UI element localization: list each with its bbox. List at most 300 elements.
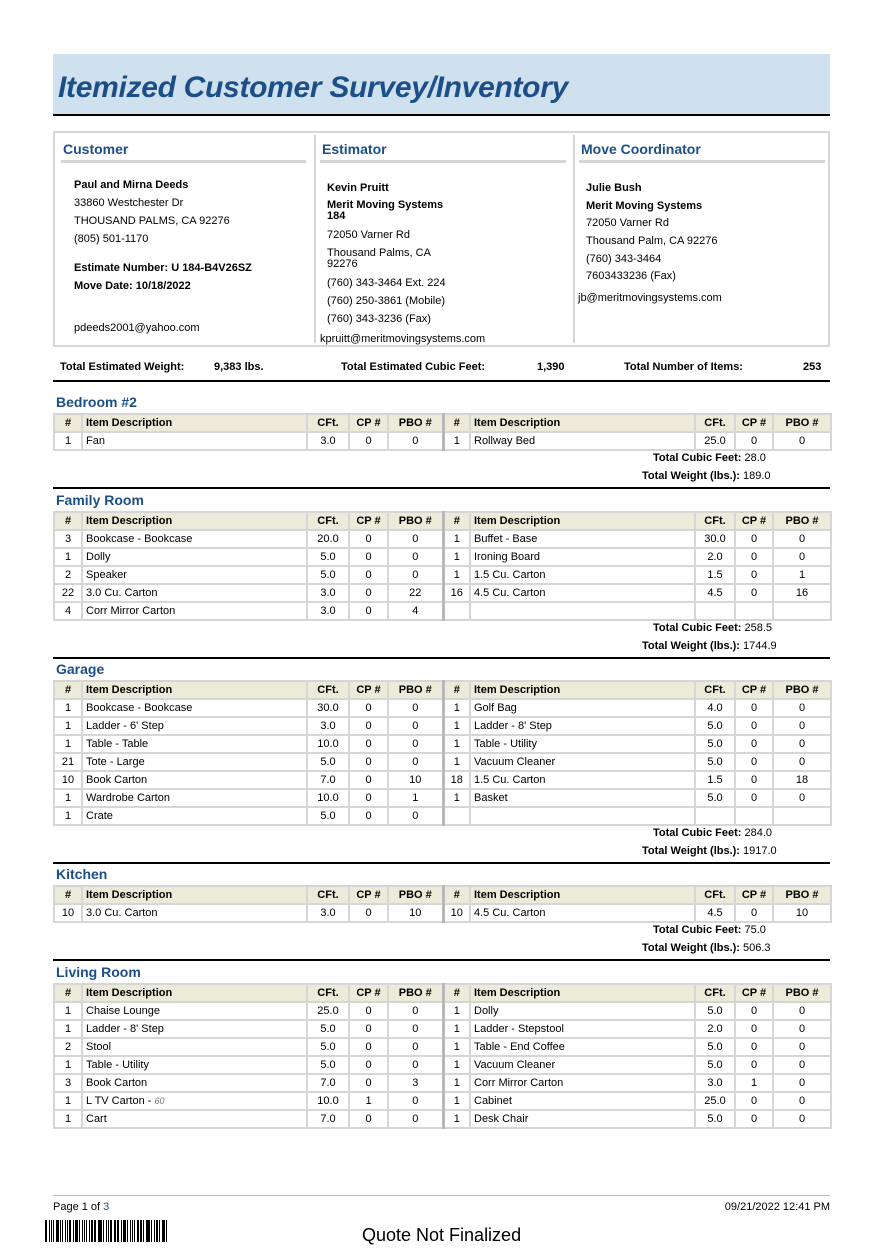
table-row — [54, 584, 831, 602]
total-weight-label: Total Estimated Weight: — [60, 361, 185, 373]
page-prefix: Page 1 of — [53, 1201, 101, 1213]
barcode-bar — [154, 1220, 155, 1242]
column-header: CFt. — [695, 984, 735, 1002]
table-cell: 0 — [349, 602, 388, 620]
customer-street: 33860 Westchester Dr — [74, 197, 184, 209]
table-cell: Table - Table — [82, 735, 307, 753]
table-cell: 3 — [54, 530, 82, 548]
table-cell: 0 — [349, 807, 388, 825]
table-cell: Tote - Large — [82, 753, 307, 771]
column-header: PBO # — [388, 886, 443, 904]
table-cell — [773, 807, 831, 825]
barcode-bar — [163, 1220, 165, 1242]
coordinator-phone: (760) 343-3464 — [586, 253, 662, 265]
estimator-branch: 184 — [327, 210, 346, 222]
column-header: # — [54, 886, 82, 904]
table-cell: 1 — [443, 548, 470, 566]
table-cell: 0 — [773, 1020, 831, 1038]
customer-name: Paul and Mirna Deeds — [74, 179, 189, 191]
barcode-bar — [108, 1220, 109, 1242]
table-cell: Ladder - 8' Step — [470, 717, 695, 735]
table-cell: 5.0 — [307, 1056, 349, 1074]
table-cell: 0 — [388, 1092, 443, 1110]
table-cell: 0 — [735, 548, 773, 566]
table-cell: 4.5 — [695, 584, 735, 602]
table-row — [54, 1038, 831, 1056]
table-cell: 1 — [388, 789, 443, 807]
table-cell: Corr Mirror Carton — [82, 602, 307, 620]
table-cell: Book Carton — [82, 771, 307, 789]
table-cell: 0 — [388, 1056, 443, 1074]
column-header: # — [54, 984, 82, 1002]
room-total-weight-value: 506.3 — [739, 942, 771, 954]
table-cell: 1 — [443, 735, 470, 753]
table-cell: 20.0 — [307, 530, 349, 548]
table-cell: L TV Carton - 60 — [82, 1092, 307, 1110]
table-cell: 0 — [349, 530, 388, 548]
table-row — [54, 1092, 831, 1110]
table-cell: 7.0 — [307, 1074, 349, 1092]
total-items-label: Total Number of Items: — [624, 361, 743, 373]
table-cell: 30.0 — [307, 699, 349, 717]
table-cell: Book Carton — [82, 1074, 307, 1092]
table-cell: 2 — [54, 1038, 82, 1056]
table-cell: 0 — [773, 735, 831, 753]
barcode-bar — [103, 1220, 104, 1242]
estimator-street: 72050 Varner Rd — [327, 229, 410, 241]
table-cell: 0 — [388, 1038, 443, 1056]
column-header: PBO # — [773, 414, 831, 432]
column-header: CP # — [735, 886, 773, 904]
room-total-cubic-value: 28.0 — [741, 452, 766, 464]
barcode-bar — [60, 1220, 61, 1242]
room-total-cubic-value: 284.0 — [741, 827, 773, 839]
table-cell: 5.0 — [307, 807, 349, 825]
table-cell: 10 — [54, 771, 82, 789]
table-cell: 5.0 — [695, 1038, 735, 1056]
footer-divider — [53, 1195, 830, 1196]
table-cell: Bookcase - Bookcase — [82, 530, 307, 548]
table-cell: 5.0 — [695, 1056, 735, 1074]
table-cell — [735, 602, 773, 620]
column-header: CP # — [735, 512, 773, 530]
table-cell: 0 — [388, 1020, 443, 1038]
estimator-company: Merit Moving Systems — [327, 199, 444, 211]
column-header: PBO # — [773, 984, 831, 1002]
table-cell: 0 — [349, 735, 388, 753]
table-cell: 0 — [735, 753, 773, 771]
table-cell: 5.0 — [307, 548, 349, 566]
table-cell: 25.0 — [695, 432, 735, 450]
table-cell: 22 — [388, 584, 443, 602]
table-cell: 0 — [349, 699, 388, 717]
table-cell — [470, 602, 695, 620]
table-cell: 4 — [388, 602, 443, 620]
table-cell: 0 — [349, 789, 388, 807]
column-header: CP # — [735, 681, 773, 699]
table-cell: 1 — [443, 1110, 470, 1128]
column-header: CFt. — [695, 886, 735, 904]
table-cell: 1 — [443, 1002, 470, 1020]
table-row — [54, 602, 831, 620]
barcode-bar — [65, 1220, 66, 1242]
table-cell: 1 — [443, 1038, 470, 1056]
table-cell: 3.0 Cu. Carton — [82, 584, 307, 602]
column-header: # — [443, 886, 470, 904]
table-cell: 0 — [349, 1056, 388, 1074]
page-number — [53, 1201, 109, 1213]
table-row — [54, 735, 831, 753]
column-header: Item Description — [82, 414, 307, 432]
barcode-bar — [106, 1220, 107, 1242]
table-cell: 30.0 — [695, 530, 735, 548]
page-total: 3 — [103, 1201, 110, 1213]
estimate-number: Estimate Number: U 184-B4V26SZ — [74, 262, 252, 274]
column-header: PBO # — [388, 512, 443, 530]
barcode-bar — [159, 1220, 160, 1242]
room-total-weight-value: 189.0 — [739, 470, 771, 482]
table-cell: 0 — [735, 789, 773, 807]
section-divider — [53, 657, 830, 659]
room-total-cubic — [653, 827, 772, 839]
table-cell: 0 — [735, 771, 773, 789]
table-cell: 4.5 Cu. Carton — [470, 904, 695, 922]
table-cell: 0 — [388, 753, 443, 771]
table-cell: 1 — [443, 1074, 470, 1092]
table-cell: 1 — [54, 807, 82, 825]
column-header: PBO # — [388, 414, 443, 432]
tv-size-note: 60 — [154, 1096, 165, 1106]
table-cell: 1 — [54, 1002, 82, 1020]
table-cell: 0 — [735, 1038, 773, 1056]
table-cell: 5.0 — [695, 717, 735, 735]
room-title: Living Room — [56, 964, 141, 980]
table-cell: 0 — [773, 1092, 831, 1110]
column-header: PBO # — [773, 512, 831, 530]
table-cell: 0 — [735, 735, 773, 753]
barcode-bar — [140, 1220, 142, 1242]
table-cell: 4.5 — [695, 904, 735, 922]
column-header: PBO # — [388, 984, 443, 1002]
table-cell: 0 — [388, 432, 443, 450]
table-cell: 0 — [388, 735, 443, 753]
section-divider — [53, 959, 830, 961]
table-cell: 7.0 — [307, 771, 349, 789]
table-cell: 3.0 Cu. Carton — [82, 904, 307, 922]
table-cell: 22 — [54, 584, 82, 602]
room-total-cubic — [653, 924, 766, 936]
table-cell: 5.0 — [307, 1038, 349, 1056]
barcode-bar — [130, 1220, 131, 1242]
table-cell: 5.0 — [695, 1002, 735, 1020]
table-cell: 1.5 Cu. Carton — [470, 566, 695, 584]
inventory-table — [53, 680, 832, 826]
table-cell — [470, 807, 695, 825]
table-cell — [695, 602, 735, 620]
section-divider — [53, 862, 830, 864]
column-header: Item Description — [82, 984, 307, 1002]
table-cell: 10 — [54, 904, 82, 922]
inventory-table — [53, 885, 832, 923]
customer-phone: (805) 501-1170 — [74, 233, 149, 245]
room-total-cubic-label: Total Cubic Feet: — [653, 827, 742, 839]
column-header: CFt. — [695, 681, 735, 699]
coordinator-name: Julie Bush — [586, 182, 642, 194]
table-row — [54, 1002, 831, 1020]
room-total-weight — [642, 640, 777, 652]
table-row — [54, 566, 831, 584]
table-cell: 10.0 — [307, 735, 349, 753]
barcode-bar — [75, 1220, 78, 1242]
room-title: Bedroom #2 — [56, 394, 137, 410]
barcode-bar — [121, 1220, 122, 1242]
room-total-cubic — [653, 452, 766, 464]
table-cell: 10 — [443, 904, 470, 922]
table-cell: Vacuum Cleaner — [470, 1056, 695, 1074]
table-cell: 25.0 — [695, 1092, 735, 1110]
barcode-bar — [127, 1220, 129, 1242]
barcode-bar — [89, 1220, 90, 1242]
column-header: # — [443, 512, 470, 530]
barcode-bar — [110, 1220, 112, 1242]
table-cell: 1 — [54, 548, 82, 566]
column-header: Item Description — [470, 414, 695, 432]
table-cell: 1 — [735, 1074, 773, 1092]
table-cell: 0 — [735, 584, 773, 602]
table-cell: 0 — [349, 771, 388, 789]
room-total-cubic-value: 258.5 — [741, 622, 773, 634]
table-row — [54, 1056, 831, 1074]
table-cell: 5.0 — [307, 1020, 349, 1038]
barcode-icon — [45, 1220, 169, 1242]
barcode-bar — [56, 1220, 59, 1242]
table-cell: 0 — [735, 1020, 773, 1038]
coordinator-street: 72050 Varner Rd — [586, 217, 669, 229]
barcode-bar — [134, 1220, 135, 1242]
column-header: Item Description — [82, 886, 307, 904]
table-cell: 1 — [54, 735, 82, 753]
table-cell: 0 — [388, 548, 443, 566]
column-header: CFt. — [307, 681, 349, 699]
column-header: CFt. — [307, 886, 349, 904]
estimator-column — [314, 135, 570, 343]
table-cell: 0 — [773, 432, 831, 450]
table-row — [54, 548, 831, 566]
room-total-cubic-label: Total Cubic Feet: — [653, 622, 742, 634]
table-cell: 1 — [54, 1092, 82, 1110]
column-header: # — [54, 512, 82, 530]
table-cell: 4 — [54, 602, 82, 620]
total-items-value: 253 — [803, 361, 822, 373]
table-row — [54, 1110, 831, 1128]
column-header: CP # — [349, 512, 388, 530]
table-cell: 0 — [349, 584, 388, 602]
table-cell: 10.0 — [307, 1092, 349, 1110]
table-cell: 5.0 — [307, 566, 349, 584]
column-header: # — [54, 681, 82, 699]
table-cell: 0 — [773, 717, 831, 735]
table-cell: 0 — [735, 1002, 773, 1020]
move-date: Move Date: 10/18/2022 — [74, 280, 191, 292]
table-cell: 0 — [735, 1092, 773, 1110]
page-title: Itemized Customer Survey/Inventory — [58, 71, 568, 104]
table-cell: 5.0 — [307, 753, 349, 771]
room-total-cubic-label: Total Cubic Feet: — [653, 924, 742, 936]
coordinator-email: jb@meritmovingsystems.com — [578, 292, 722, 304]
table-header-row — [54, 681, 831, 699]
table-cell: 21 — [54, 753, 82, 771]
estimator-heading: Estimator — [320, 139, 566, 163]
table-cell: 3.0 — [307, 904, 349, 922]
table-cell: Speaker — [82, 566, 307, 584]
column-header: CFt. — [695, 512, 735, 530]
column-header: CP # — [349, 886, 388, 904]
title-bar — [53, 54, 830, 116]
table-cell: 1 — [54, 1056, 82, 1074]
barcode-bar — [53, 1220, 55, 1242]
table-cell: 3 — [388, 1074, 443, 1092]
table-cell — [443, 602, 470, 620]
table-cell: 0 — [773, 1038, 831, 1056]
table-row — [54, 717, 831, 735]
barcode-bar — [162, 1220, 163, 1242]
table-cell: 0 — [735, 1056, 773, 1074]
table-cell: 0 — [349, 548, 388, 566]
table-cell: 0 — [349, 1074, 388, 1092]
table-cell: Rollway Bed — [470, 432, 695, 450]
table-cell: 1 — [54, 432, 82, 450]
table-cell: 1 — [54, 789, 82, 807]
table-row — [54, 904, 831, 922]
table-cell: 2.0 — [695, 1020, 735, 1038]
table-cell: 18 — [773, 771, 831, 789]
barcode-bar — [69, 1220, 71, 1242]
table-cell: 3 — [54, 1074, 82, 1092]
table-cell — [695, 807, 735, 825]
table-cell: 0 — [773, 548, 831, 566]
room-total-weight-label: Total Weight (lbs.): — [642, 942, 740, 954]
customer-city: THOUSAND PALMS, CA 92276 — [74, 215, 230, 227]
estimate-totals — [53, 354, 830, 382]
coordinator-heading: Move Coordinator — [579, 139, 825, 163]
table-row — [54, 753, 831, 771]
estimator-fax: (760) 343-3236 (Fax) — [327, 313, 431, 325]
estimator-email: kpruitt@meritmovingsystems.com — [320, 333, 486, 345]
table-cell: 1 — [443, 1092, 470, 1110]
table-cell: 1 — [443, 566, 470, 584]
table-cell: Dolly — [82, 548, 307, 566]
barcode-bar — [132, 1220, 133, 1242]
column-header: PBO # — [773, 681, 831, 699]
table-cell: Table - Utility — [82, 1056, 307, 1074]
table-cell: 1 — [54, 1020, 82, 1038]
column-header: Item Description — [470, 886, 695, 904]
barcode-bar — [147, 1220, 150, 1242]
coordinator-company: Merit Moving Systems — [586, 200, 703, 212]
table-cell: Table - End Coffee — [470, 1038, 695, 1056]
room-total-weight-label: Total Weight (lbs.): — [642, 640, 740, 652]
column-header: # — [54, 414, 82, 432]
table-header-row — [54, 512, 831, 530]
quote-status: Quote Not Finalized — [362, 1225, 522, 1245]
room-total-weight — [642, 845, 777, 857]
table-cell: 3.0 — [307, 717, 349, 735]
table-cell: Table - Utility — [470, 735, 695, 753]
table-cell: 0 — [735, 530, 773, 548]
column-header: Item Description — [82, 681, 307, 699]
room-total-cubic-label: Total Cubic Feet: — [653, 452, 742, 464]
barcode-bar — [67, 1220, 69, 1242]
table-cell: Ironing Board — [470, 548, 695, 566]
table-cell — [773, 602, 831, 620]
table-cell: Chaise Lounge — [82, 1002, 307, 1020]
table-cell: Stool — [82, 1038, 307, 1056]
column-header: CP # — [735, 414, 773, 432]
table-cell: 10 — [388, 904, 443, 922]
room-title: Garage — [56, 661, 105, 677]
column-header: CP # — [349, 984, 388, 1002]
table-cell: 5.0 — [695, 735, 735, 753]
barcode-bar — [82, 1220, 83, 1242]
table-cell: 0 — [349, 1002, 388, 1020]
barcode-bar — [73, 1220, 74, 1242]
table-cell: 0 — [773, 1056, 831, 1074]
table-cell: 1 — [443, 530, 470, 548]
inventory-table — [53, 413, 832, 451]
column-header: CFt. — [307, 414, 349, 432]
table-cell: Golf Bag — [470, 699, 695, 717]
table-cell: Desk Chair — [470, 1110, 695, 1128]
table-cell: 1.5 — [695, 566, 735, 584]
table-cell: Ladder - 8' Step — [82, 1020, 307, 1038]
table-cell: 0 — [735, 432, 773, 450]
column-header: CP # — [349, 414, 388, 432]
table-cell: Cabinet — [470, 1092, 695, 1110]
estimator-name: Kevin Pruitt — [327, 182, 389, 194]
table-cell: 1 — [443, 753, 470, 771]
table-cell: 0 — [388, 1002, 443, 1020]
table-cell: 0 — [349, 1110, 388, 1128]
coordinator-fax: 7603433236 (Fax) — [586, 270, 676, 282]
room-total-cubic-value: 75.0 — [741, 924, 766, 936]
table-cell: 0 — [735, 566, 773, 584]
table-cell: 25.0 — [307, 1002, 349, 1020]
table-cell: Basket — [470, 789, 695, 807]
estimator-city: Thousand Palms, CA — [327, 247, 431, 259]
table-cell: 0 — [388, 717, 443, 735]
table-cell: 10 — [773, 904, 831, 922]
barcode-bar — [98, 1220, 99, 1242]
table-cell: 1 — [54, 699, 82, 717]
barcode-bar — [137, 1220, 139, 1242]
column-header: Item Description — [470, 681, 695, 699]
table-cell: 0 — [735, 1110, 773, 1128]
column-header: CP # — [349, 681, 388, 699]
barcode-bar — [146, 1220, 147, 1242]
barcode-bar — [49, 1220, 50, 1242]
table-cell: 0 — [349, 753, 388, 771]
estimator-mobile: (760) 250-3861 (Mobile) — [327, 295, 446, 307]
table-cell: 0 — [773, 1074, 831, 1092]
section-divider — [53, 487, 830, 489]
table-cell: Wardrobe Carton — [82, 789, 307, 807]
room-total-weight — [642, 470, 771, 482]
table-row — [54, 1020, 831, 1038]
total-weight-value: 9,383 lbs. — [214, 361, 264, 373]
column-header: # — [443, 414, 470, 432]
table-row — [54, 530, 831, 548]
customer-email: pdeeds2001@yahoo.com — [74, 322, 200, 334]
